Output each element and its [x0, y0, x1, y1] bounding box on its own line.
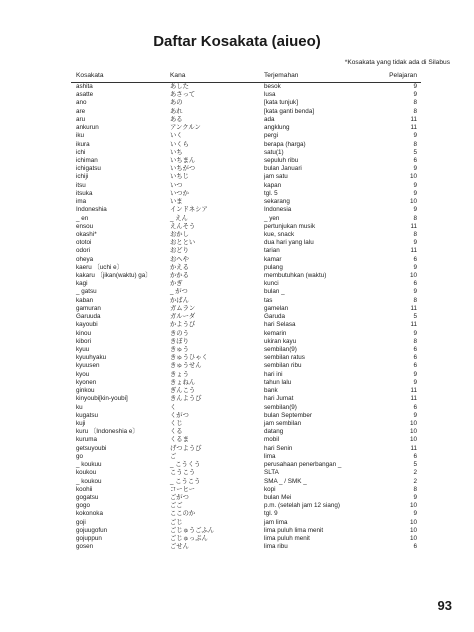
cell-terjemahan: sembilan ratus [264, 354, 305, 362]
table-row [71, 141, 421, 149]
cell-kana: いく [170, 132, 183, 140]
table-row [71, 453, 421, 461]
cell-kana: かぎ [170, 280, 183, 288]
cell-pelajaran: 11 [410, 115, 417, 123]
cell-pelajaran: 8 [413, 107, 417, 115]
cell-terjemahan: tas [264, 296, 273, 304]
cell-pelajaran: 6 [413, 346, 417, 353]
cell-terjemahan: ada [264, 115, 275, 123]
cell-kosakata: Indoneshia [76, 206, 107, 214]
cell-kosakata: ensou [76, 222, 94, 230]
table-row [71, 198, 421, 206]
cell-terjemahan: [kata tunjuk] [264, 99, 298, 107]
cell-kana: きのう [170, 329, 189, 337]
cell-kana: いちまん [170, 156, 196, 164]
cell-pelajaran: 11 [410, 304, 417, 312]
cell-pelajaran: 9 [413, 91, 417, 99]
cell-terjemahan: lima [264, 452, 276, 460]
cell-kana: _ こうくう [170, 461, 201, 469]
cell-kana: ごご [170, 502, 183, 510]
cell-kana: きゅうひゃく [170, 354, 208, 362]
table-row [71, 494, 421, 502]
cell-kosakata: _ koukuu [76, 461, 102, 469]
cell-kana: ごじゅうごふん [170, 526, 215, 534]
cell-terjemahan: tgl. 5 [264, 189, 278, 197]
table-row [71, 404, 421, 412]
cell-terjemahan: pertunjukan musik [264, 222, 316, 230]
cell-terjemahan: kemarin [264, 329, 287, 337]
table-row [71, 223, 421, 231]
table-row [71, 502, 421, 510]
cell-pelajaran: 10 [409, 502, 417, 510]
cell-kana: ぎんこう [170, 387, 196, 395]
cell-pelajaran: 11 [410, 387, 417, 395]
cell-pelajaran: 11 [410, 321, 417, 329]
table-row [71, 264, 421, 272]
cell-terjemahan: lima ribu [264, 543, 288, 551]
cell-pelajaran: 9 [413, 378, 417, 386]
cell-terjemahan: bank [264, 387, 278, 395]
cell-kosakata: _ gatsu [76, 288, 97, 296]
cell-terjemahan: jam sembilan [264, 419, 302, 427]
cell-kana: げつようび [170, 444, 202, 452]
cell-pelajaran: 9 [413, 288, 417, 296]
cell-terjemahan: besok [264, 83, 281, 90]
cell-terjemahan: pergi [264, 132, 279, 140]
cell-pelajaran: 6 [413, 255, 417, 263]
cell-kana: くるま [170, 436, 189, 444]
cell-pelajaran: 10 [409, 535, 417, 543]
cell-terjemahan: perusahaan penerbangan _ [264, 461, 342, 469]
cell-kosakata: ano [76, 99, 87, 107]
table-row [71, 519, 421, 527]
table-row [71, 157, 421, 165]
table-row [71, 297, 421, 305]
table-row [71, 338, 421, 346]
cell-kosakata: kuruma [76, 436, 97, 444]
cell-pelajaran: 9 [413, 510, 417, 518]
vocabulary-table [71, 69, 421, 551]
cell-pelajaran: 10 [409, 518, 417, 526]
cell-kosakata: gogo [76, 502, 91, 510]
cell-kana: ガルーダ [170, 313, 196, 321]
cell-pelajaran: 8 [413, 230, 417, 238]
cell-kana: いつ [170, 181, 183, 189]
table-row [71, 412, 421, 420]
table-row [71, 116, 421, 124]
cell-kana: アンクルン [170, 124, 201, 132]
cell-kana: いつか [170, 189, 189, 197]
cell-kosakata: kyonen [76, 378, 97, 386]
table-row [71, 239, 421, 247]
cell-kana: く [170, 403, 177, 411]
table-row [71, 346, 421, 354]
cell-kana: いち [170, 148, 183, 156]
table-row [71, 124, 421, 132]
cell-kosakata: ima [76, 198, 87, 206]
cell-pelajaran: 6 [413, 354, 417, 362]
cell-kana: ごがつ [170, 493, 189, 501]
table-row [71, 469, 421, 477]
cell-kana: くがつ [170, 411, 189, 419]
cell-pelajaran: 6 [413, 543, 417, 551]
cell-pelajaran: 9 [413, 132, 417, 140]
cell-pelajaran: 8 [413, 485, 417, 493]
cell-terjemahan: dua hari yang lalu [264, 239, 314, 247]
cell-kosakata: ashita [76, 83, 93, 90]
cell-kosakata: ichi [76, 148, 86, 156]
cell-kosakata: ankurun [76, 124, 99, 132]
cell-kosakata: iku [76, 132, 85, 140]
cell-kosakata: kyuu [76, 346, 90, 353]
cell-terjemahan: tgl. 9 [264, 510, 278, 518]
cell-terjemahan: SMA _ / SMK _ [264, 477, 307, 485]
cell-kana: きょう [170, 370, 189, 378]
cell-pelajaran: 6 [413, 362, 417, 370]
cell-kosakata: asatte [76, 91, 94, 99]
table-row [71, 527, 421, 535]
cell-pelajaran: 9 [413, 206, 417, 214]
cell-kana: きんようび [170, 395, 202, 403]
cell-kana: コーヒー [170, 485, 195, 493]
cell-kosakata: kakaru 〔jikan(waktu) ga〕 [76, 272, 152, 280]
cell-kana: くじ [170, 419, 183, 427]
cell-terjemahan: datang [264, 428, 284, 436]
cell-terjemahan: sembilan(9) [264, 346, 297, 353]
table-row [71, 428, 421, 436]
cell-kana: えんそう [170, 222, 196, 230]
table-row [71, 354, 421, 362]
table-row [71, 272, 421, 280]
cell-kana: ごじゅっぷん [170, 535, 208, 543]
cell-kana: いま [170, 198, 183, 206]
cell-kosakata: kaeru 〔uchi e〕 [76, 263, 123, 271]
cell-kana: あさって [170, 91, 196, 99]
table-row [71, 379, 421, 387]
cell-pelajaran: 10 [409, 428, 417, 436]
header-kosakata: Kosakata [76, 72, 104, 79]
cell-terjemahan: Garuda [264, 313, 286, 321]
cell-pelajaran: 10 [409, 419, 417, 427]
cell-kosakata: kokonoka [76, 510, 103, 518]
cell-pelajaran: 11 [410, 395, 417, 403]
cell-kosakata: kinyoubi[kin-youbi] [76, 395, 128, 403]
cell-kosakata: _ en [76, 214, 89, 222]
table-row [71, 445, 421, 453]
cell-kosakata: gogatsu [76, 493, 99, 501]
cell-pelajaran: 6 [413, 403, 417, 411]
cell-pelajaran: 9 [413, 329, 417, 337]
header-terjemahan: Terjemahan [264, 72, 299, 79]
cell-terjemahan: Indonesia [264, 206, 292, 214]
cell-terjemahan: hari Jumat [264, 395, 294, 403]
table-row [71, 395, 421, 403]
table-row [71, 305, 421, 313]
cell-kosakata: ichiman [76, 156, 98, 164]
cell-kana: あの [170, 99, 183, 107]
table-row [71, 330, 421, 338]
table-header [71, 69, 421, 83]
cell-pelajaran: 2 [413, 477, 417, 485]
table-row [71, 91, 421, 99]
cell-pelajaran: 10 [409, 526, 417, 534]
cell-kosakata: koukou [76, 469, 97, 477]
cell-kana: インドネシア [170, 206, 208, 214]
cell-terjemahan: SLTA [264, 469, 279, 477]
table-row [71, 321, 421, 329]
cell-pelajaran: 9 [413, 189, 417, 197]
cell-terjemahan: sembilan ribu [264, 362, 302, 370]
cell-terjemahan: satu(1) [264, 148, 284, 156]
table-row [71, 190, 421, 198]
cell-pelajaran: 6 [413, 280, 417, 288]
table-row [71, 132, 421, 140]
table-row [71, 543, 421, 551]
cell-kana: _ えん [170, 214, 188, 222]
cell-pelajaran: 8 [413, 296, 417, 304]
cell-pelajaran: 8 [413, 140, 417, 148]
cell-terjemahan: kue, snack [264, 230, 295, 238]
cell-kana: きょねん [170, 378, 196, 386]
cell-kosakata: ichigatsu [76, 165, 101, 173]
cell-pelajaran: 11 [410, 222, 417, 230]
table-row [71, 182, 421, 190]
cell-kana: あれ [170, 107, 183, 115]
table-row [71, 510, 421, 518]
table-row [71, 288, 421, 296]
cell-kosakata: gojuugofun [76, 526, 108, 534]
cell-pelajaran: 9 [413, 165, 417, 173]
cell-kosakata: getsuyoubi [76, 444, 107, 452]
cell-kana: _ がつ [170, 288, 188, 296]
cell-kana: あした [170, 83, 189, 90]
cell-kosakata: gojuppun [76, 535, 102, 543]
table-row [71, 256, 421, 264]
cell-terjemahan: membutuhkan (waktu) [264, 272, 327, 280]
cell-kana: こうこう [170, 469, 196, 477]
table-row [71, 362, 421, 370]
cell-pelajaran: 9 [413, 493, 417, 501]
cell-pelajaran: 9 [413, 411, 417, 419]
table-row [71, 280, 421, 288]
cell-pelajaran: 10 [409, 272, 417, 280]
cell-pelajaran: 5 [413, 148, 417, 156]
cell-terjemahan: bulan September [264, 411, 312, 419]
cell-terjemahan: berapa (harga) [264, 140, 306, 148]
header-kana: Kana [170, 72, 186, 79]
cell-terjemahan: gamelan [264, 304, 289, 312]
table-row [71, 387, 421, 395]
cell-terjemahan: p.m. (setelah jam 12 siang) [264, 502, 340, 510]
page-number: 93 [437, 598, 452, 613]
cell-terjemahan: sepuluh ribu [264, 156, 299, 164]
cell-kosakata: aru [76, 115, 86, 123]
cell-kosakata: kibori [76, 337, 92, 345]
table-row [71, 313, 421, 321]
table-row [71, 215, 421, 223]
cell-pelajaran: 9 [413, 239, 417, 247]
cell-kosakata: kinou [76, 329, 92, 337]
cell-terjemahan: jam lima [264, 518, 288, 526]
cell-kana: かばん [170, 296, 189, 304]
syllabus-note: *Kosakata yang tidak ada di Silabus [344, 59, 450, 66]
table-row [71, 436, 421, 444]
cell-kosakata: koohii [76, 485, 93, 493]
cell-pelajaran: 10 [409, 173, 417, 181]
cell-pelajaran: 5 [413, 461, 417, 469]
cell-pelajaran: 9 [413, 370, 417, 378]
cell-kana: おととい [170, 239, 196, 247]
table-row [71, 461, 421, 469]
cell-kosakata: kyuusen [76, 362, 100, 370]
cell-pelajaran: 5 [413, 313, 417, 321]
cell-kosakata: ototoi [76, 239, 92, 247]
page-title: Daftar Kosakata (aiueo) [153, 33, 321, 50]
cell-terjemahan: lusa [264, 91, 276, 99]
cell-kosakata: ikura [76, 140, 90, 148]
cell-pelajaran: 10 [409, 436, 417, 444]
cell-kana: いちがつ [170, 165, 196, 173]
cell-kana: ガムラン [170, 304, 196, 312]
cell-kosakata: kagi [76, 280, 88, 288]
table-row [71, 535, 421, 543]
cell-kosakata: okashi* [76, 230, 97, 238]
cell-kana: ごじ [170, 518, 183, 526]
header-pelajaran: Pelajaran [389, 72, 417, 79]
cell-kana: いちじ [170, 173, 189, 181]
cell-kosakata: gamuran [76, 304, 101, 312]
table-row [71, 165, 421, 173]
cell-kosakata: _ koukou [76, 477, 102, 485]
cell-kosakata: kyuuhyaku [76, 354, 107, 362]
cell-terjemahan: _ yen [264, 214, 280, 222]
cell-terjemahan: lima puluh menit [264, 535, 310, 543]
cell-terjemahan: angklung [264, 124, 290, 132]
cell-terjemahan: tahun lalu [264, 378, 292, 386]
cell-terjemahan: mobil [264, 436, 280, 444]
cell-kosakata: goji [76, 518, 86, 526]
cell-terjemahan: sekarang [264, 198, 290, 206]
cell-kosakata: kayoubi [76, 321, 98, 329]
cell-terjemahan: kunci [264, 280, 279, 288]
cell-kana: かえる [170, 263, 189, 271]
cell-kosakata: gosen [76, 543, 94, 551]
cell-kosakata: kuru 〔Indoneshia e〕 [76, 428, 139, 436]
cell-kana: ある [170, 115, 183, 123]
cell-kana: ご [170, 452, 177, 460]
table-row [71, 149, 421, 157]
cell-kosakata: oheya [76, 255, 94, 263]
cell-kosakata: Garuuda [76, 313, 101, 321]
cell-kana: ここのか [170, 510, 196, 518]
cell-kosakata: kaban [76, 296, 94, 304]
cell-kana: きゅう [170, 346, 189, 353]
cell-kana: _ こうこう [170, 477, 201, 485]
cell-kana: くる [170, 428, 183, 436]
cell-pelajaran: 6 [413, 156, 417, 164]
cell-kosakata: kyou [76, 370, 90, 378]
table-body [71, 83, 421, 551]
table-row [71, 173, 421, 181]
cell-pelajaran: 11 [410, 247, 417, 255]
cell-kosakata: itsu [76, 181, 86, 189]
cell-kosakata: ichiji [76, 173, 89, 181]
cell-pelajaran: 8 [413, 99, 417, 107]
cell-kana: おかし [170, 230, 189, 238]
table-row [71, 108, 421, 116]
table-row [71, 247, 421, 255]
cell-terjemahan: bulan Mei [264, 493, 292, 501]
cell-kana: おどり [170, 247, 189, 255]
cell-kana: ごせん [170, 543, 189, 551]
cell-kosakata: itsuka [76, 189, 93, 197]
table-row [71, 478, 421, 486]
cell-pelajaran: 6 [413, 452, 417, 460]
cell-pelajaran: 9 [413, 263, 417, 271]
cell-pelajaran: 9 [413, 181, 417, 189]
cell-kosakata: go [76, 452, 84, 460]
cell-terjemahan: lima puluh lima menit [264, 526, 324, 534]
cell-terjemahan: hari ini [264, 370, 283, 378]
cell-kana: かようび [170, 321, 196, 329]
cell-kana: おへや [170, 255, 189, 263]
cell-terjemahan: sembilan(9) [264, 403, 297, 411]
cell-kana: きゅうせん [170, 362, 202, 370]
cell-kosakata: kugatsu [76, 411, 99, 419]
table-row [71, 420, 421, 428]
cell-kana: かかる [170, 272, 189, 280]
cell-terjemahan: ukiran kayu [264, 337, 297, 345]
cell-terjemahan: hari Senin [264, 444, 293, 452]
table-row [71, 486, 421, 494]
cell-terjemahan: tarian [264, 247, 280, 255]
cell-kana: いくら [170, 140, 189, 148]
cell-terjemahan: pulang [264, 263, 283, 271]
cell-pelajaran: 10 [409, 198, 417, 206]
cell-terjemahan: jam satu [264, 173, 288, 181]
cell-kana: きぼり [170, 337, 189, 345]
table-row [71, 206, 421, 214]
cell-pelajaran: 11 [410, 124, 417, 132]
cell-kosakata: ku [76, 403, 83, 411]
table-row [71, 83, 421, 91]
cell-terjemahan: bulan _ [264, 288, 285, 296]
cell-terjemahan: hari Selasa [264, 321, 296, 329]
cell-terjemahan: kapan [264, 181, 282, 189]
cell-pelajaran: 8 [413, 337, 417, 345]
cell-kosakata: are [76, 107, 86, 115]
cell-terjemahan: kopi [264, 485, 276, 493]
table-row [71, 99, 421, 107]
table-row [71, 371, 421, 379]
cell-pelajaran: 9 [413, 83, 417, 90]
cell-terjemahan: bulan Januari [264, 165, 302, 173]
table-row [71, 231, 421, 239]
cell-terjemahan: kamar [264, 255, 282, 263]
cell-terjemahan: [kata ganti benda] [264, 107, 315, 115]
cell-pelajaran: 11 [410, 444, 417, 452]
cell-pelajaran: 2 [413, 469, 417, 477]
cell-kosakata: ginkou [76, 387, 95, 395]
cell-kosakata: kuji [76, 419, 86, 427]
cell-kosakata: odori [76, 247, 91, 255]
cell-pelajaran: 8 [413, 214, 417, 222]
